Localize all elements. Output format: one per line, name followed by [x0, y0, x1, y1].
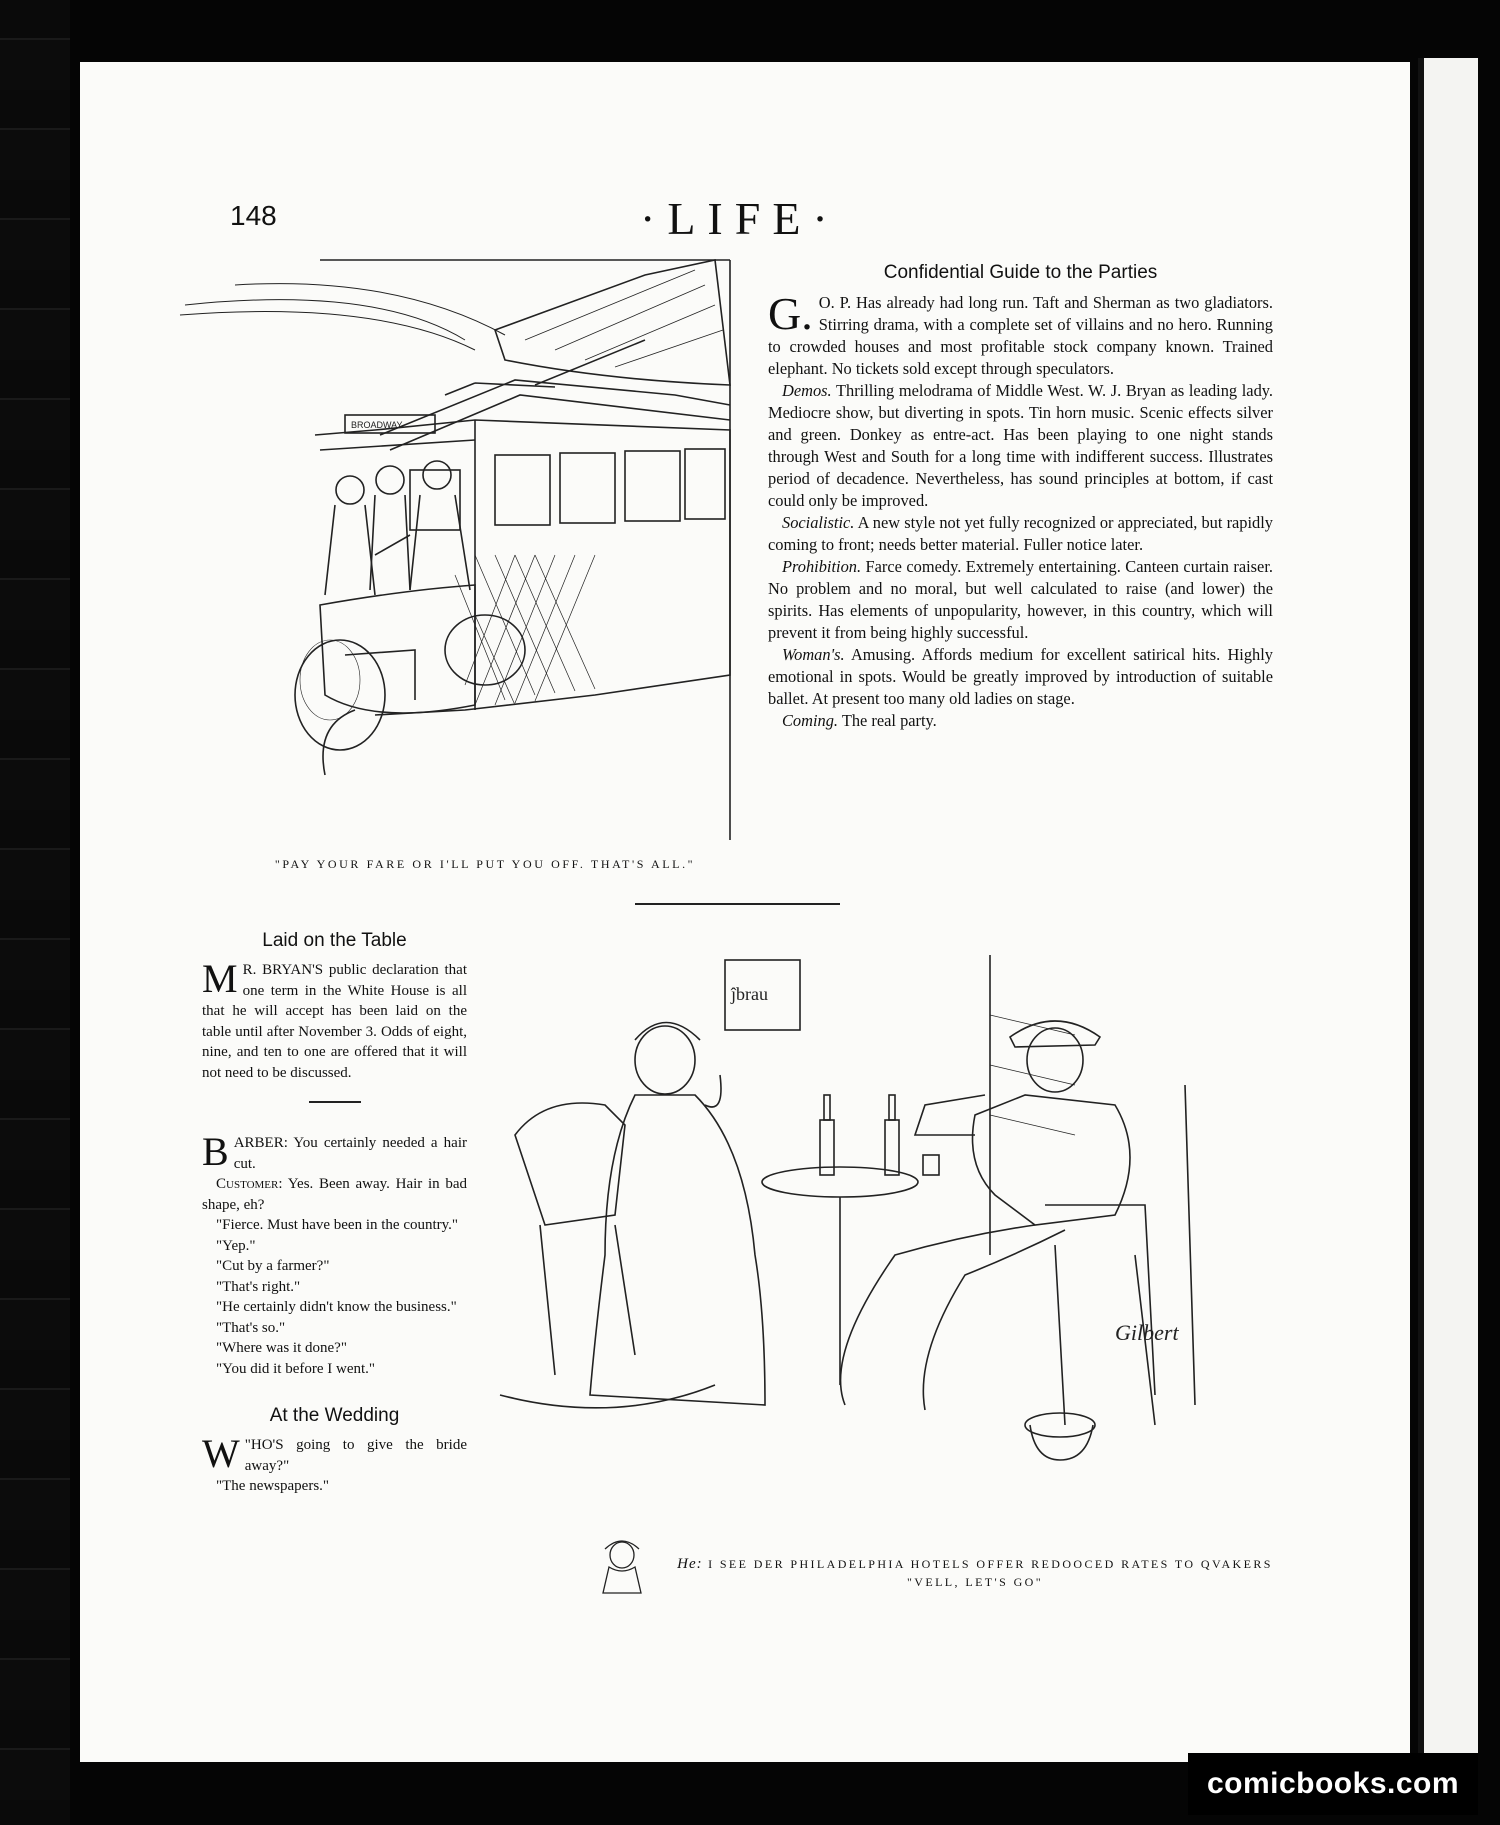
- coming-text: The real party.: [841, 711, 937, 730]
- laid-on-table-dropcap: M: [202, 956, 238, 1001]
- section-divider-rule: [635, 903, 840, 905]
- hotel-scene-illustration: [495, 955, 1215, 1525]
- column-divider-rule: [309, 1101, 361, 1103]
- artist-signature: Gilbert: [1115, 1320, 1179, 1345]
- barber-line: "Cut by a farmer?": [216, 1258, 330, 1274]
- customer-text: Yes. Been away. Hair in bad shape, eh?: [202, 1176, 467, 1213]
- guide-coming-paragraph: [768, 710, 1273, 732]
- gop-dropcap: G.: [768, 288, 813, 339]
- barber-line: "You did it before I went.": [216, 1360, 376, 1377]
- caption-speaker: He:: [677, 1556, 703, 1572]
- coming-label: Coming.: [782, 711, 839, 730]
- guide-prohibition-paragraph: [768, 556, 1273, 644]
- gop-text: O. P. Has already had long run. Taft and Sherman as two gladiators. Stirring drama, with a complete set of villains and no hero. Running to crowded houses and most profitable stock company known. Trained elephant. No tickets sold except through speculators.: [768, 293, 1273, 378]
- wedding-answer: "The newspapers.": [216, 1478, 330, 1494]
- wedding-dropcap: W: [202, 1431, 240, 1476]
- laid-on-table-text: [202, 956, 467, 1083]
- barber-line: "Yep.": [216, 1237, 256, 1254]
- barber-opening: [202, 1129, 467, 1174]
- wedding-title: At the Wedding: [269, 1405, 400, 1426]
- guide-socialistic-paragraph: [768, 512, 1273, 556]
- next-page-edge: [1418, 58, 1478, 1758]
- barber-customer-line: [202, 1174, 467, 1215]
- laid-on-table-title: Laid on the Table: [262, 930, 407, 951]
- wall-sign-text: ĵbrau: [731, 984, 768, 1004]
- womans-text: Amusing. Affords medium for excellent satirical hits. Highly emotional in spots. Would be greatly improved by introduction of suitable ballet. At present too many old ladies on stage.: [768, 645, 1273, 708]
- barber-line: "Fierce. Must have been in the country.": [216, 1217, 459, 1233]
- barber-line: "He certainly didn't know the business.": [216, 1299, 457, 1315]
- socialistic-label: Socialistic.: [782, 513, 855, 532]
- guide-demos-paragraph: [768, 380, 1273, 512]
- life-cherub-mascot-icon: [595, 1535, 650, 1595]
- prohibition-text: Farce comedy. Extremely entertaining. Canteen curtain raiser. No problem and no moral, but well calculated to raise (and lower) the spirits. Has elements of unpopularity, however, in this country, which will prevent it from being highly successful.: [768, 557, 1273, 642]
- tram-caption: "PAY YOUR FARE OR I'LL PUT YOU OFF. THAT'S ALL.": [274, 857, 696, 871]
- barber-line: "That's so.": [216, 1319, 286, 1336]
- barber-line: "That's right.": [216, 1278, 301, 1295]
- masthead-title: ·LIFE·: [640, 193, 840, 244]
- barber-line: "Where was it done?": [216, 1340, 347, 1356]
- caption-line-2: "VELL, LET'S GO": [906, 1575, 1043, 1589]
- wedding-open-quote: ": [244, 1437, 251, 1453]
- demos-text: Thrilling melodrama of Middle West. W. J. Bryan as leading lady. Mediocre show, but diverting in spots. Tin horn music. Scenic effects silver and green. Donkey as entre-act. Has been playing to one night stands through West and South for a long time with indifferent success. Illustrates period of decadence. Nevertheless, has sound principles at bottom, if cast could only be improved.: [768, 381, 1273, 510]
- tram-cartoon-illustration: [175, 255, 735, 855]
- page-number: 148: [230, 200, 277, 231]
- confidential-guide-article: [768, 262, 1273, 732]
- caption-line-1: [675, 1555, 1275, 1573]
- binding-edge: [0, 0, 70, 1825]
- tram-sign-text: BROADWAY: [351, 420, 403, 430]
- socialistic-text: A new style not yet fully recognized or appreciated, but rapidly coming to front; needs better material. Fuller notice later.: [768, 513, 1273, 554]
- customer-label: Customer:: [216, 1176, 283, 1192]
- barber-dropcap: B: [202, 1129, 229, 1174]
- barber-opening-text: ARBER: You certainly needed a hair cut.: [233, 1135, 467, 1172]
- caption-text-1: I SEE DER PHILADELPHIA HOTELS OFFER REDOOCED RATES TO QVAKERS: [708, 1557, 1273, 1571]
- hotel-scene-caption: [675, 1555, 1275, 1591]
- wedding-question-text: HO'S going to give the bride away?": [244, 1437, 467, 1474]
- site-watermark: comicbooks.com: [1188, 1753, 1478, 1815]
- prohibition-label: Prohibition.: [782, 557, 862, 576]
- demos-label: Demos.: [782, 381, 832, 400]
- guide-womans-paragraph: [768, 644, 1273, 710]
- laid-on-table-body: R. BRYAN'S public declaration that one term in the White House is all that he will accept has been laid on the table until after November 3. Odds of eight, nine, and ten to one are offered that it will not need to be discussed.: [202, 962, 467, 1081]
- guide-title: Confidential Guide to the Parties: [883, 262, 1158, 283]
- womans-label: Woman's.: [782, 645, 845, 664]
- guide-gop-paragraph: [768, 288, 1273, 380]
- left-column: [202, 930, 467, 1497]
- wedding-question: [202, 1431, 467, 1476]
